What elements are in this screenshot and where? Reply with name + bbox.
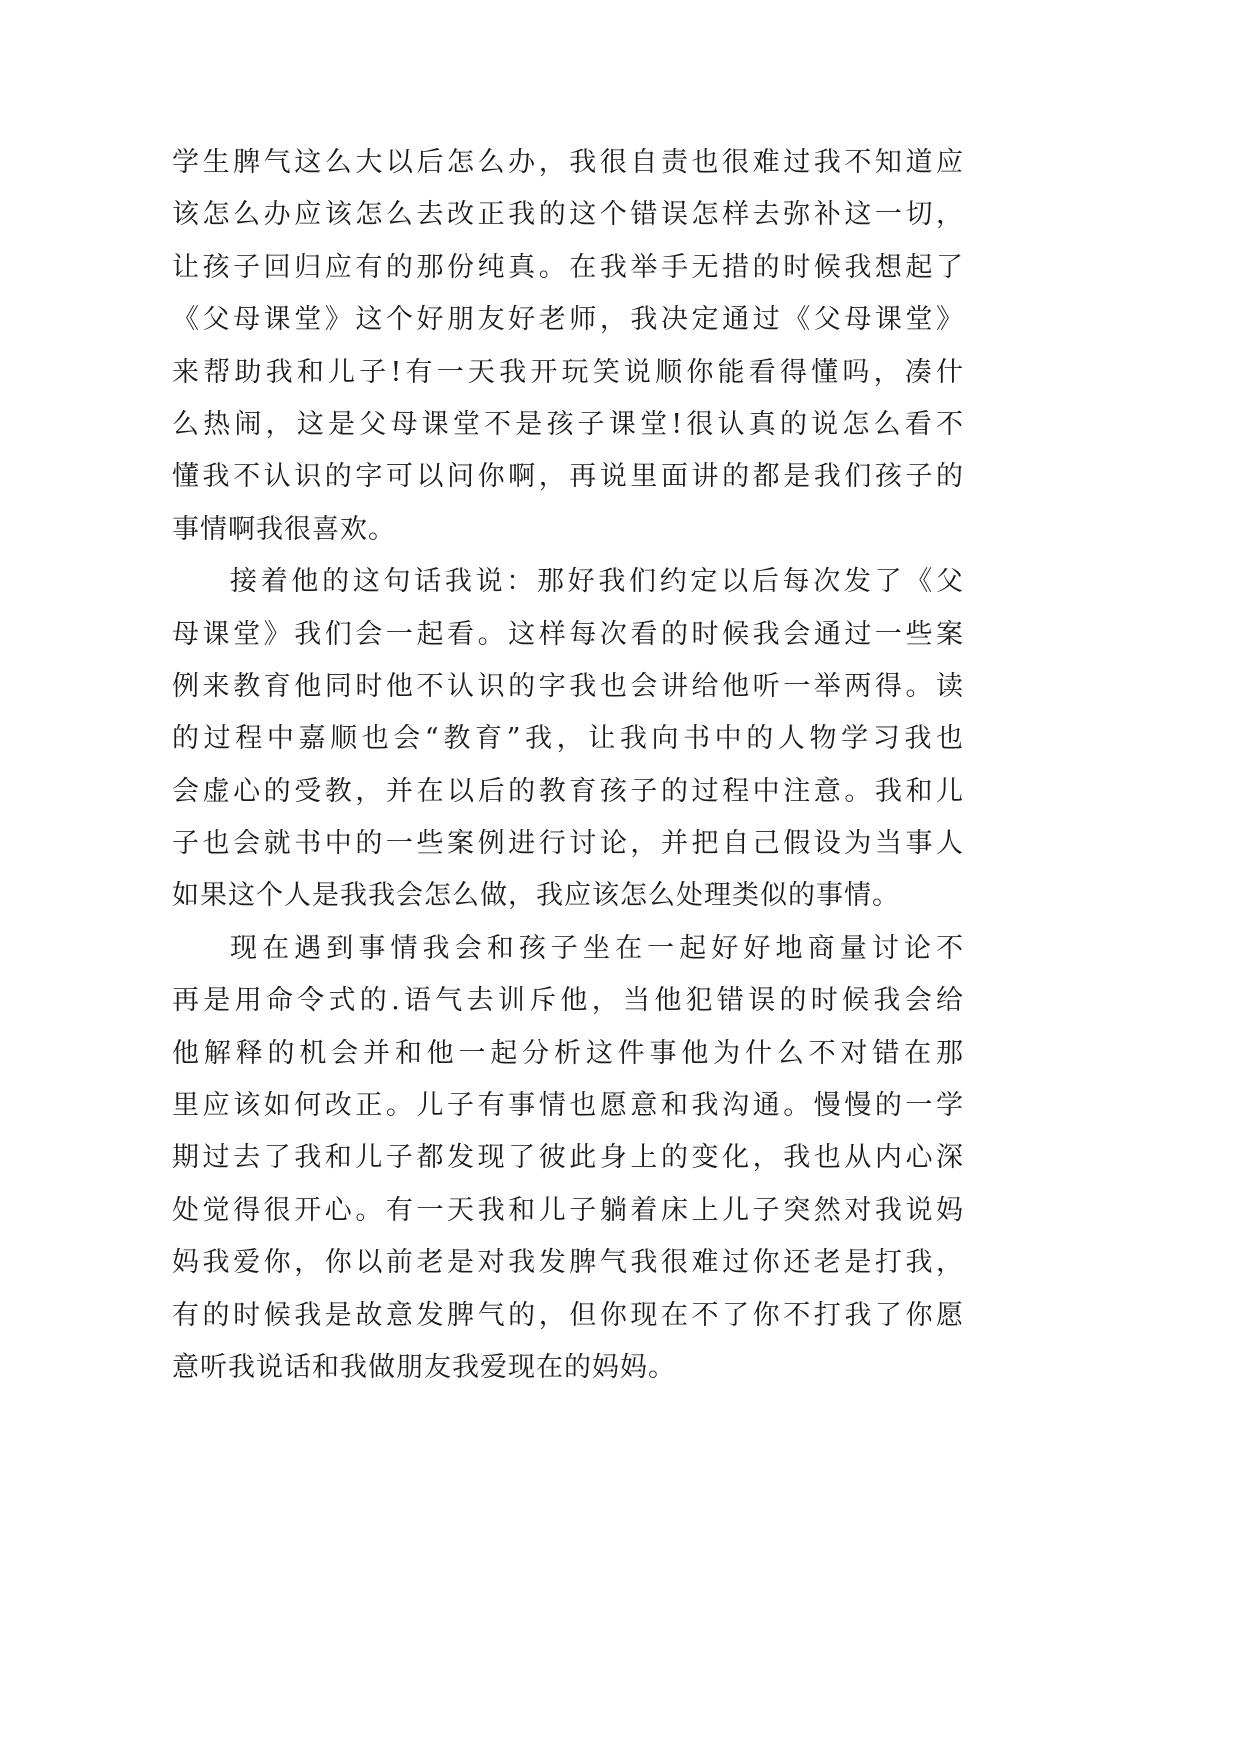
- text-line: 再是用命令式的.语气去训斥他，当他犯错误的时候我会给: [172, 985, 964, 1017]
- text-line: 会虚心的受教，并在以后的教育孩子的过程中注意。我和儿: [172, 775, 964, 807]
- text-line: 例来教育他同时他不认识的字我也会讲给他听一举两得。读: [172, 670, 964, 702]
- paragraph-1: [172, 137, 964, 556]
- text-line: 期过去了我和儿子都发现了彼此身上的变化，我也从内心深: [172, 1142, 964, 1174]
- text-line: 子也会就书中的一些案例进行讨论，并把自己假设为当事人: [172, 828, 964, 860]
- document-body: [172, 137, 964, 1394]
- text-line: 如果这个人是我我会怎么做，我应该怎么处理类似的事情。: [172, 880, 900, 912]
- text-line: 学生脾气这么大以后怎么办，我很自责也很难过我不知道应: [172, 147, 964, 178]
- text-line: 里应该如何改正。儿子有事情也愿意和我沟通。慢慢的一学: [172, 1090, 964, 1122]
- text-line: 现在遇到事情我会和孩子坐在一起好好地商量讨论不: [230, 932, 964, 964]
- text-line: 有的时候我是故意发脾气的，但你现在不了你不打我了你愿: [172, 1299, 964, 1331]
- text-line: 懂我不认识的字可以问你啊，再说里面讲的都是我们孩子的: [172, 461, 964, 493]
- text-line: 事情啊我很喜欢。: [172, 513, 396, 545]
- text-line: 《父母课堂》这个好朋友好老师，我决定通过《父母课堂》: [172, 304, 964, 336]
- text-line: 妈我爱你，你以前老是对我发脾气我很难过你还老是打我，: [172, 1247, 964, 1279]
- text-line: 母课堂》我们会一起看。这样每次看的时候我会通过一些案: [172, 618, 964, 650]
- text-line: 处觉得很开心。有一天我和儿子躺着床上儿子突然对我说妈: [172, 1194, 964, 1226]
- text-line: 让孩子回归应有的那份纯真。在我举手无措的时候我想起了: [172, 251, 964, 283]
- paragraph-2: [172, 556, 964, 923]
- text-line: 来帮助我和儿子!有一天我开玩笑说顺你能看得懂吗，凑什: [172, 356, 964, 388]
- text-line: 接着他的这句话我说：那好我们约定以后每次发了《父: [230, 566, 964, 598]
- paragraph-3: [172, 923, 964, 1395]
- text-line: 他解释的机会并和他一起分析这件事他为什么不对错在那: [172, 1037, 964, 1069]
- text-line: 该怎么办应该怎么去改正我的这个错误怎样去弥补这一切，: [172, 199, 964, 231]
- text-line: 意听我说话和我做朋友我爱现在的妈妈。: [172, 1351, 676, 1383]
- text-line: 么热闹，这是父母课堂不是孩子课堂!很认真的说怎么看不: [172, 408, 964, 440]
- text-line: 的过程中嘉顺也会“教育”我，让我向书中的人物学习我也: [172, 723, 964, 755]
